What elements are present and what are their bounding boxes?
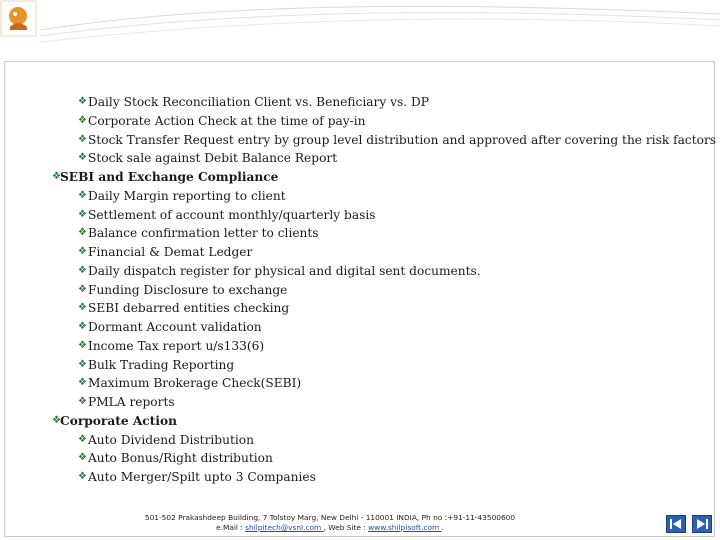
list-item (52, 149, 712, 168)
list-item (52, 93, 712, 112)
list-item (52, 356, 712, 375)
list-item (52, 337, 712, 356)
footer-address: 501-502 Prakashdeep Building, 7 Tolstoy Marg, New Delhi - 110001 INDIA, Ph no :+91-11-43500600 (144, 513, 516, 522)
footer-contact (60, 523, 600, 533)
list-item-text: SEBI debarred entities checking (88, 301, 290, 316)
bullet-icon: ❖ (78, 283, 87, 295)
list-item-text: Auto Dividend Distribution (88, 432, 254, 447)
list-item (52, 112, 712, 131)
list-item (52, 299, 712, 318)
next-slide-icon (693, 516, 711, 532)
bullet-icon: ❖ (78, 396, 87, 407)
list-item-text: Auto Bonus/Right distribution (88, 451, 273, 466)
company-logo (0, 0, 37, 37)
list-item-text: Stock sale against Debit Balance Report (88, 151, 338, 166)
list-item-text: Daily dispatch register for physical and digital sent documents. (88, 263, 481, 278)
footer-end: . (441, 523, 444, 532)
previous-slide-button[interactable] (666, 515, 686, 533)
logo-icon (0, 0, 37, 37)
list-item (52, 187, 712, 206)
list-item-text: Stock Transfer Request entry by group level distribution and approved after covering the risk factors (88, 132, 717, 147)
bullet-icon: ❖ (78, 471, 87, 482)
bullet-list (52, 93, 717, 487)
list-item-text: Daily Stock Reconciliation Client vs. Beneficiary vs. DP (88, 95, 429, 109)
list-item-text: Dormant Account validation (88, 320, 262, 334)
bullet-icon: ❖ (52, 414, 61, 426)
list-item-text: Daily Margin reporting to client (88, 188, 286, 203)
bullet-icon: ❖ (78, 339, 87, 351)
bullet-icon: ❖ (78, 433, 87, 445)
list-item-text: Income Tax report u/s133(6) (88, 338, 265, 353)
bullet-icon: ❖ (78, 133, 87, 145)
list-item (52, 468, 712, 487)
list-item-text: Corporate Action (60, 413, 177, 428)
bullet-icon: ❖ (78, 189, 87, 201)
bullet-icon: ❖ (78, 302, 87, 314)
list-item-text: SEBI and Exchange Compliance (60, 170, 279, 184)
list-item-text: Balance confirmation letter to clients (88, 226, 319, 241)
section-heading (52, 412, 712, 431)
bullet-icon: ❖ (78, 246, 87, 257)
bullet-icon: ❖ (78, 358, 87, 370)
bullet-icon: ❖ (78, 452, 87, 464)
list-item (52, 131, 717, 150)
list-item-text: Corporate Action Check at the time of pay-in (88, 113, 366, 128)
bullet-icon: ❖ (78, 152, 87, 164)
list-item-text: PMLA reports (88, 395, 175, 409)
email-link[interactable]: shilpitech@vsnl.com (245, 523, 324, 532)
list-item (52, 374, 712, 393)
list-item (52, 318, 712, 337)
list-item-text: Financial & Demat Ledger (88, 245, 253, 259)
next-slide-button[interactable] (692, 515, 712, 533)
list-item (52, 449, 712, 468)
list-item (52, 262, 712, 281)
bullet-icon: ❖ (78, 208, 87, 220)
list-item-text: Bulk Trading Reporting (88, 357, 235, 372)
bullet-icon: ❖ (78, 96, 87, 107)
list-item (52, 243, 712, 262)
header-swoosh (0, 0, 720, 60)
list-item (52, 431, 712, 450)
bullet-icon: ❖ (52, 171, 61, 182)
bullet-icon: ❖ (78, 377, 87, 389)
website-label: , Web Site : (323, 523, 369, 532)
bullet-icon: ❖ (78, 114, 87, 126)
list-item (52, 206, 712, 225)
list-item (52, 281, 712, 300)
list-item-text: Settlement of account monthly/quarterly basis (88, 207, 376, 222)
previous-slide-icon (667, 516, 685, 532)
email-label: e.Mail : (216, 523, 246, 532)
list-item (52, 393, 712, 412)
list-item-text: Funding Disclosure to exchange (88, 282, 288, 297)
bullet-icon: ❖ (78, 264, 87, 276)
footer (60, 513, 600, 533)
section-heading (52, 168, 712, 187)
bullet-icon: ❖ (78, 227, 87, 239)
list-item-text: Auto Merger/Spilt upto 3 Companies (88, 470, 316, 484)
list-item (52, 224, 712, 243)
list-item-text: Maximum Brokerage Check(SEBI) (88, 376, 302, 391)
website-link[interactable]: www.shilpisoft.com (368, 523, 442, 532)
bullet-icon: ❖ (78, 321, 87, 332)
